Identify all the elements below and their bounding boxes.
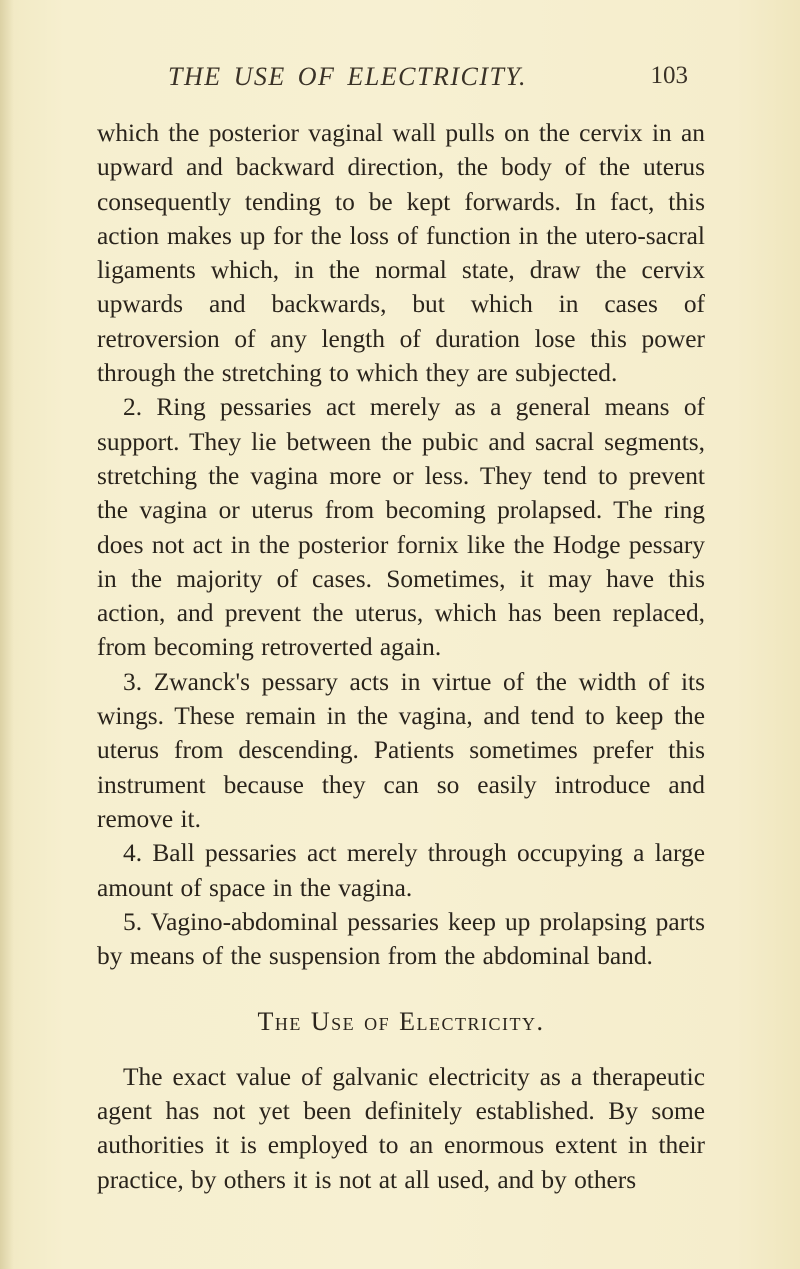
page-number: 103 (650, 62, 688, 89)
section-heading: The Use of Electricity. (257, 1007, 545, 1037)
paragraph-continued: which the posterior vaginal wall pulls on the cervix in an upward and backward direction, the body of the uterus consequently tending to be kept forwards. In fact, this action makes up for the loss of function in the utero-sacral ligaments which, in the normal state, draw the cervix upwards and backwards, but which in cases of retroversion of any length of duration lose this power through the stretching to which they are subjected. (97, 119, 705, 388)
paragraph-electricity: The exact value of galvanic electricity as a therapeutic agent has not yet been definitely established. By some authorities it is employed to an enormous extent in their practice, by others it is not at all used, and by others (97, 1062, 705, 1194)
body-text (97, 116, 705, 1197)
page-header (168, 62, 688, 102)
paragraph-ring-pessaries: 2. Ring pessaries act merely as a general means of support. They lie between the pubic and sacral segments, stretching the vagina more or less. They tend to prevent the vagina or uterus from becoming prolapsed. The ring does not act in the posterior fornix like the Hodge pessary in the majority of cases. Sometimes, it may have this action, and prevent the uterus, which has been replaced, from becoming retroverted again. (97, 393, 705, 662)
running-head: THE USE OF ELECTRICITY. (168, 62, 528, 91)
paragraph-vagino-abdominal-pessaries: 5. Vagino-abdominal pessaries keep up prolapsing parts by means of the suspension from the abdominal band. (97, 907, 705, 971)
paragraph-ball-pessaries: 4. Ball pessaries act merely through occupying a large amount of space in the vagina. (97, 839, 705, 902)
paragraph-zwanck-pessary: 3. Zwanck's pessary acts in virtue of the width of its wings. These remain in the vagina, and tend to keep the uterus from descending. Patients sometimes prefer this instrument because they can so easily introduce and remove it. (97, 667, 705, 833)
page-edge-shadow (0, 0, 14, 1269)
